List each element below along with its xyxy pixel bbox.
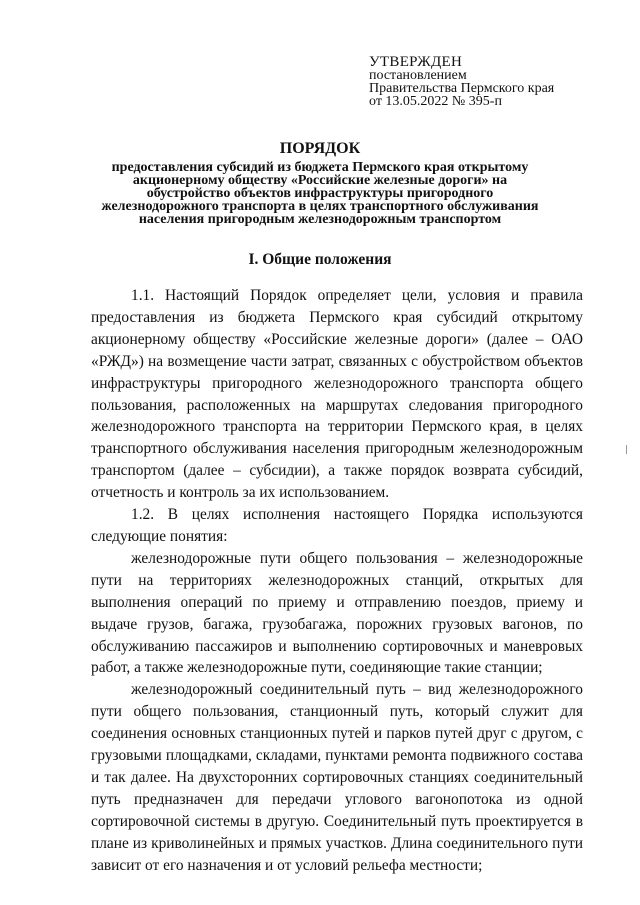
paragraph-1-2: 1.2. В целях исполнения настоящего Порядка используются следующие понятия: — [91, 506, 583, 545]
scan-mark — [626, 445, 627, 454]
approval-title: УТВЕРЖДЕН — [369, 54, 463, 70]
definition-connecting-track: железнодорожный соединительный путь – вид железнодорожного пути общего пользования, станционный путь, который служит для соединения основных станционных путей и парков путей друг с другом, с грузовыми площадками, складами, пунктами ремонта подвижного состава и так далее. На двухсторонних сортировочных станциях соединительный путь предназначен для передачи углового вагонопотока из одной сортировочной системы в другую. Соединительный путь проектируется в плане из криволинейных и прямых участков. Длина соединительного пути зависит от его назначения и от условий рельефа местности; — [91, 681, 583, 874]
paragraph-1-1: 1.1. Настоящий Порядок определяет цели, условия и правила предоставления из бюджета Пермского края субсидий открытому акционерному обществу «Российские железные дороги» (далее – ОАО «РЖД») на возмещение части затрат, связанных с обустройством объектов инфраструктуры пригородного железнодорожного транспорта общего пользования, расположенных на маршрутах следования пригородного железнодорожного транспорта на территории Пермского края, в целях транспортного обслуживания населения пригородным железнодорожным транспортом (далее – субсидии), а также порядок возврата субсидий, отчетность и контроль за их использованием. — [91, 287, 583, 502]
document-body — [91, 285, 583, 876]
document-title: ПОРЯДОК — [279, 140, 361, 157]
approval-line-date: от 13.05.2022 № 395-п — [369, 94, 502, 109]
section-heading: I. Общие положения — [248, 251, 392, 268]
definition-railway-tracks: железнодорожные пути общего пользования – железнодорожные пути на территориях железнодорожных станций, открытых для выполнения операций по приему и отправлению поездов, приему и выдаче грузов, багажа, грузобагажа, порожних грузовых вагонов, по обслуживанию пассажиров и выполнению сортировочных и маневровых работ, а также железнодорожные пути, соединяющие такие станции; — [91, 549, 583, 677]
document-subtitle: предоставления субсидий из бюджета Пермского края открытому акционерному обществу «Российские железные дороги» на обустройство объектов инфраструктуры пригородного железнодорожного транспорта в целях транспортного обслуживания населения пригородным железнодорожным транспортом — [101, 160, 539, 227]
approval-line-government: Правительства Пермского края — [369, 81, 555, 96]
approval-stamp — [369, 56, 554, 108]
approval-line-decree: постановлением — [369, 68, 467, 83]
